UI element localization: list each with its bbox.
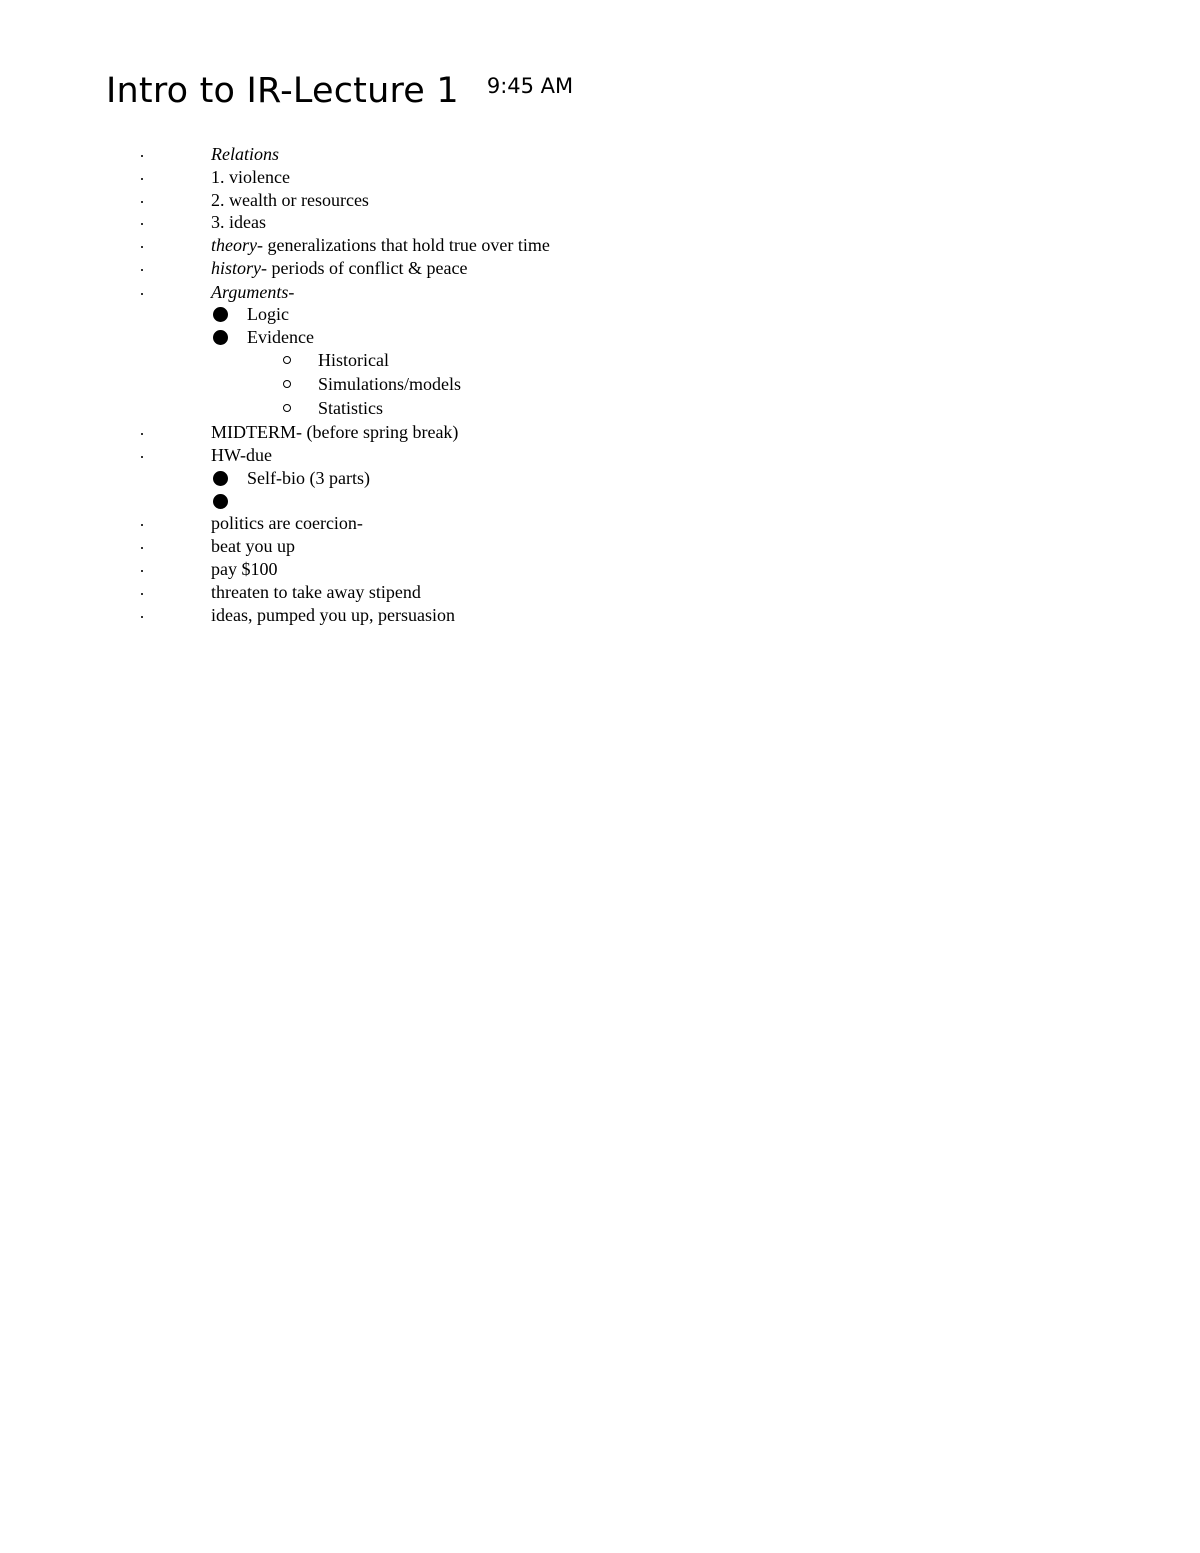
- line-marker: [141, 570, 143, 572]
- line-marker: [141, 246, 143, 248]
- line-marker: [141, 547, 143, 549]
- hollow-bullet-icon: [283, 380, 291, 388]
- theory-definition: - generalizations that hold true over time: [256, 235, 550, 255]
- list-item: 2. wealth or resources: [211, 190, 369, 210]
- list-item: 1. violence: [211, 167, 290, 187]
- line-marker: [141, 269, 143, 271]
- politics-note: politics are coercion-: [211, 513, 363, 533]
- bullet-item: Logic: [247, 304, 289, 324]
- theory-note: [211, 233, 550, 257]
- arguments-note: [211, 280, 294, 304]
- coercion-example: pay $100: [211, 559, 278, 579]
- bullet-icon: [213, 494, 228, 509]
- coercion-example: ideas, pumped you up, persuasion: [211, 605, 455, 625]
- coercion-example: beat you up: [211, 536, 295, 556]
- history-definition: - periods of conflict & peace: [261, 258, 468, 278]
- midterm-note: MIDTERM- (before spring break): [211, 422, 459, 442]
- timestamp: 9:45 AM: [486, 74, 574, 98]
- hollow-bullet-icon: [283, 404, 291, 412]
- history-term: history: [211, 258, 262, 278]
- line-marker: [141, 293, 143, 295]
- line-marker: [141, 524, 143, 526]
- line-marker: [141, 155, 143, 157]
- bullet-icon: [213, 471, 228, 486]
- sub-bullet-item: Statistics: [318, 398, 384, 418]
- sub-bullet-item: Historical: [318, 350, 389, 370]
- page-title: Intro to IR-Lecture 1: [106, 71, 459, 111]
- hollow-bullet-icon: [283, 356, 291, 364]
- line-marker: [141, 593, 143, 595]
- line-marker: [141, 616, 143, 618]
- arguments-suffix: -: [288, 282, 295, 302]
- header: [106, 66, 573, 116]
- line-marker: [141, 223, 143, 225]
- line-marker: [141, 178, 143, 180]
- theory-term: theory: [211, 235, 257, 255]
- list-item: 3. ideas: [211, 212, 266, 232]
- line-marker: [141, 433, 143, 435]
- arguments-term: Arguments: [211, 282, 289, 302]
- bullet-item: Self-bio (3 parts): [247, 468, 370, 488]
- bullet-icon: [213, 307, 228, 322]
- line-marker: [141, 201, 143, 203]
- bullet-icon: [213, 330, 228, 345]
- homework-note: HW-due: [211, 445, 272, 465]
- history-note: [211, 256, 467, 280]
- bullet-item: Evidence: [247, 327, 314, 347]
- line-marker: [141, 456, 143, 458]
- coercion-example: threaten to take away stipend: [211, 582, 421, 602]
- sub-bullet-item: Simulations/models: [318, 374, 462, 394]
- relations-heading: Relations: [211, 144, 279, 164]
